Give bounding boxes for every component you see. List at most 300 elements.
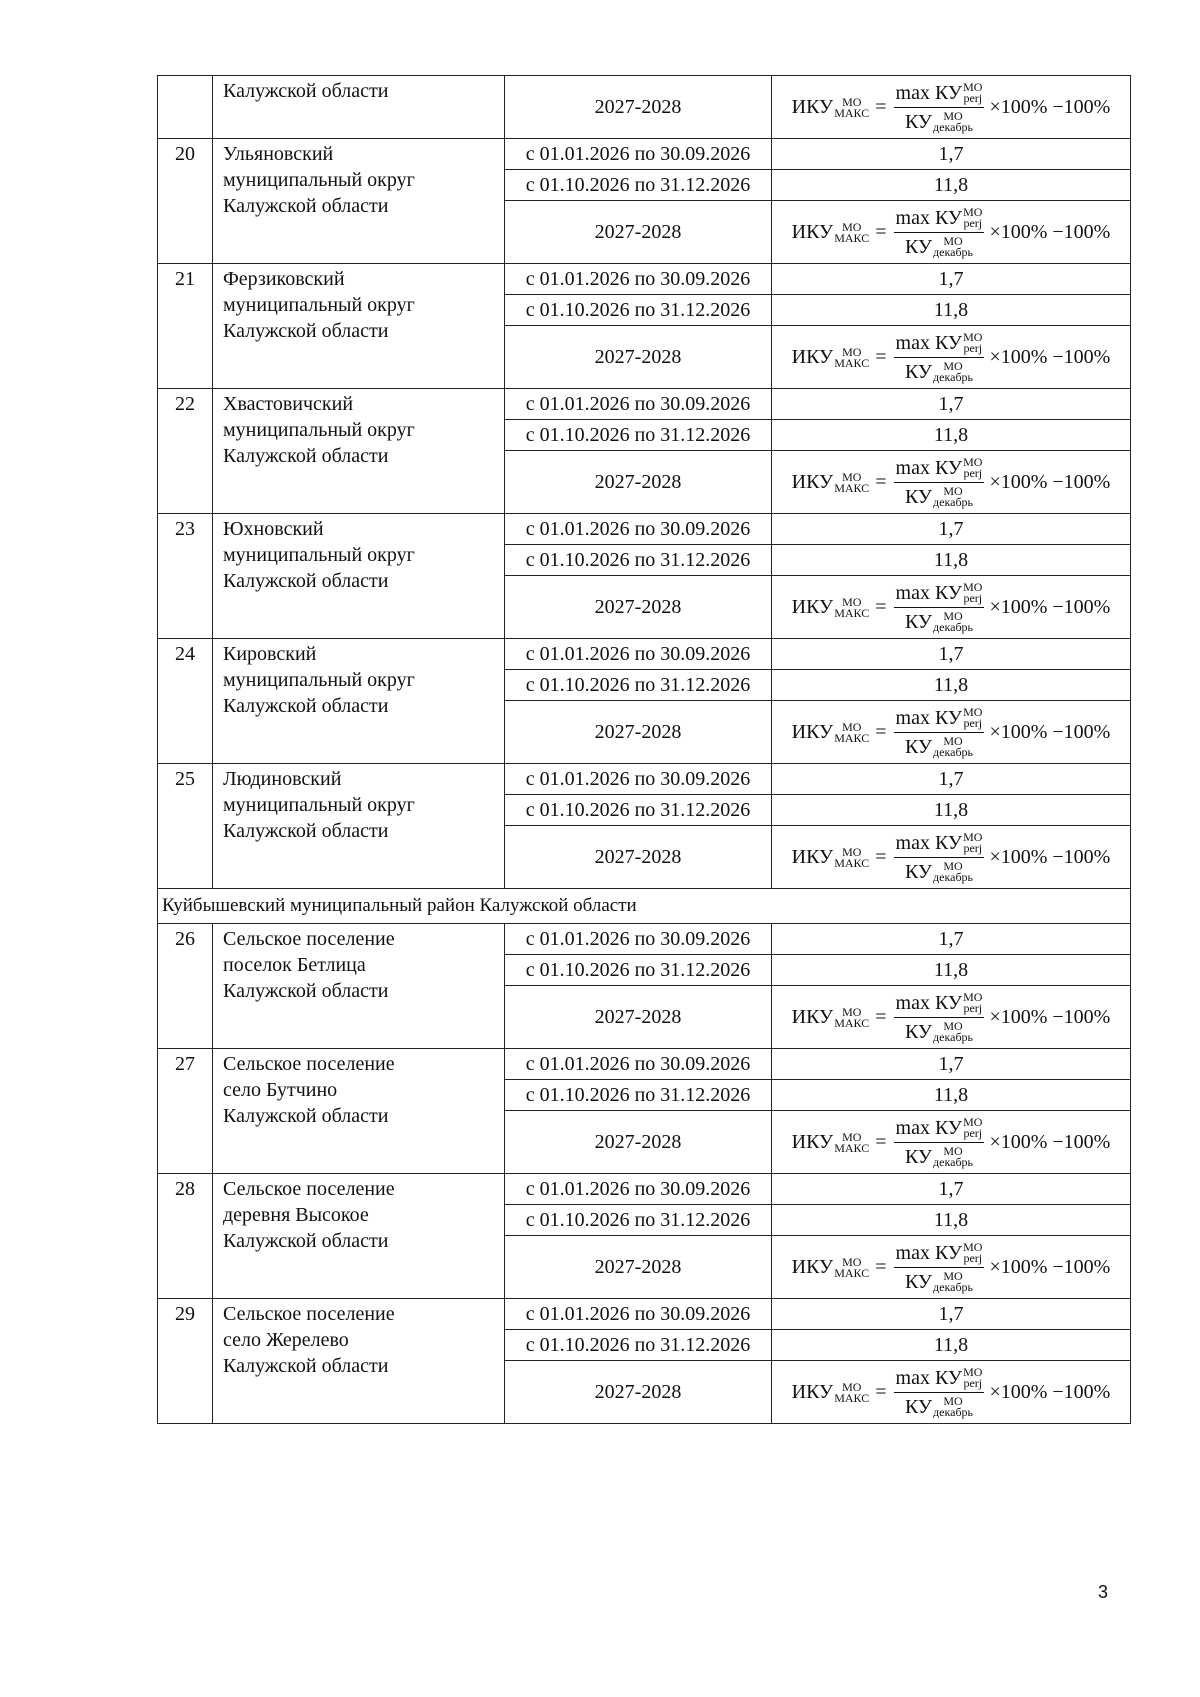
- formula-numerator-sub: perj: [963, 715, 983, 730]
- formula-equals: =: [875, 596, 887, 618]
- formula-lhs-symbol: ИКУ: [791, 721, 834, 743]
- formula-denominator-sub: декабрь: [933, 119, 974, 134]
- formula-numerator-sub: perj: [963, 1125, 983, 1140]
- formula-denominator-symbol: КУ: [904, 735, 933, 758]
- value-cell: 1,7: [772, 389, 1131, 420]
- formula-lhs-sup: МО: [842, 95, 862, 110]
- formula-numerator-symbol: max КУ: [895, 81, 963, 104]
- formula-lhs-indices: [834, 722, 869, 744]
- formula-fraction: [894, 705, 985, 760]
- row-number: 28: [158, 1174, 213, 1299]
- formula-denominator-indices: [933, 1018, 974, 1044]
- period-cell: 2027-2028: [505, 576, 772, 639]
- formula-lhs-sub: МАКС: [834, 1016, 870, 1031]
- formula-numerator: [894, 830, 985, 858]
- formula-cell: [772, 201, 1131, 264]
- tariff-table-page: [157, 75, 1130, 1424]
- value-cell: 11,8: [772, 545, 1131, 576]
- period-cell: 2027-2028: [505, 451, 772, 514]
- formula-tail: ×100% −100%: [989, 846, 1111, 868]
- formula-equals: =: [875, 346, 887, 368]
- value-cell: 11,8: [772, 170, 1131, 201]
- formula-numerator: [894, 580, 985, 608]
- formula-lhs: [792, 1129, 870, 1155]
- formula-lhs-indices: [834, 597, 869, 619]
- formula-lhs: [792, 344, 870, 370]
- iku-formula: [792, 455, 1111, 510]
- formula-numerator-sub: perj: [963, 590, 983, 605]
- district-header-row: [158, 889, 1131, 924]
- iku-formula: [792, 330, 1111, 385]
- formula-equals: =: [875, 1006, 887, 1028]
- formula-denominator-sup: МО: [943, 733, 963, 748]
- value-cell: 1,7: [772, 1049, 1131, 1080]
- formula-numerator-indices: [963, 329, 983, 355]
- formula-denominator-indices: [933, 1393, 974, 1419]
- row-number-cell: [158, 76, 213, 139]
- formula-lhs-sup: МО: [842, 720, 862, 735]
- formula-lhs: [792, 844, 870, 870]
- formula-numerator-sub: perj: [963, 465, 983, 480]
- municipality-name-line: Калужской области: [223, 320, 389, 342]
- municipality-name-line: Сельское поселение: [223, 1053, 395, 1075]
- formula-denominator: [905, 358, 973, 385]
- formula-lhs-indices: [834, 847, 869, 869]
- formula-lhs-sub: МАКС: [834, 356, 870, 371]
- formula-lhs-indices: [834, 97, 869, 119]
- formula-lhs-indices: [834, 222, 869, 244]
- formula-denominator-indices: [933, 108, 974, 134]
- row-number: 22: [158, 389, 213, 514]
- municipality-name-line: муниципальный округ: [223, 419, 415, 441]
- formula-numerator-symbol: max КУ: [895, 831, 963, 854]
- formula-equals: =: [875, 1131, 887, 1153]
- value-cell: 11,8: [772, 420, 1131, 451]
- value-cell: 1,7: [772, 924, 1131, 955]
- iku-formula: [792, 1365, 1111, 1420]
- formula-numerator-sub: perj: [963, 840, 983, 855]
- municipality-name: [213, 389, 505, 514]
- formula-tail: ×100% −100%: [989, 1256, 1111, 1278]
- municipality-name-line: Сельское поселение: [223, 928, 395, 950]
- municipality-name: Калужской области: [213, 76, 505, 139]
- formula-denominator: [905, 483, 973, 510]
- formula-numerator-sup: МО: [963, 579, 983, 594]
- formula-denominator-sup: МО: [943, 608, 963, 623]
- table-row: [158, 1049, 1131, 1080]
- formula-cell: [772, 1361, 1131, 1424]
- municipality-name-line: муниципальный округ: [223, 794, 415, 816]
- value-cell: 1,7: [772, 139, 1131, 170]
- municipality-name-line: Калужской области: [223, 1105, 389, 1127]
- formula-lhs: [792, 1004, 870, 1030]
- formula-tail: ×100% −100%: [989, 221, 1111, 243]
- value-cell: 11,8: [772, 1080, 1131, 1111]
- municipality-name-line: деревня Высокое: [223, 1204, 369, 1226]
- municipality-name-line: муниципальный округ: [223, 669, 415, 691]
- formula-lhs-symbol: ИКУ: [791, 596, 834, 618]
- municipality-name-line: Калужской области: [223, 1230, 389, 1252]
- formula-denominator-sub: декабрь: [933, 369, 974, 384]
- period-cell: с 01.01.2026 по 30.09.2026: [505, 139, 772, 170]
- formula-denominator-sub: декабрь: [933, 1029, 974, 1044]
- formula-lhs-sup: МО: [842, 470, 862, 485]
- table-row: [158, 639, 1131, 670]
- formula-numerator-symbol: max КУ: [895, 1241, 963, 1264]
- formula-numerator-sup: МО: [963, 1239, 983, 1254]
- formula-cell: [772, 326, 1131, 389]
- formula-lhs-symbol: ИКУ: [791, 1131, 834, 1153]
- formula-numerator-indices: [963, 79, 983, 105]
- period-cell: 2027-2028: [505, 1111, 772, 1174]
- formula-numerator-indices: [963, 1364, 983, 1390]
- formula-numerator-sup: МО: [963, 329, 983, 344]
- formula-numerator: [894, 1115, 985, 1143]
- period-cell: с 01.01.2026 по 30.09.2026: [505, 264, 772, 295]
- period-cell: 2027-2028: [505, 986, 772, 1049]
- formula-denominator-sup: МО: [943, 1268, 963, 1283]
- formula-tail: ×100% −100%: [989, 346, 1111, 368]
- table-row: [158, 1299, 1131, 1330]
- municipality-name: [213, 264, 505, 389]
- municipality-name-line: Сельское поселение: [223, 1178, 395, 1200]
- formula-lhs-sup: МО: [842, 345, 862, 360]
- iku-formula: [792, 1115, 1111, 1170]
- municipality-name: [213, 1174, 505, 1299]
- formula-tail: ×100% −100%: [989, 96, 1111, 118]
- formula-denominator: [905, 1143, 973, 1170]
- period-cell: с 01.01.2026 по 30.09.2026: [505, 1174, 772, 1205]
- value-cell: 11,8: [772, 670, 1131, 701]
- formula-numerator-sub: perj: [963, 90, 983, 105]
- municipality-name-line: Калужской области: [223, 1355, 389, 1377]
- formula-denominator: [905, 858, 973, 885]
- formula-numerator: [894, 80, 985, 108]
- formula-equals: =: [875, 846, 887, 868]
- period-cell: с 01.01.2026 по 30.09.2026: [505, 924, 772, 955]
- formula-numerator-sub: perj: [963, 215, 983, 230]
- formula-denominator-indices: [933, 1268, 974, 1294]
- municipality-name-line: Калужской области: [223, 570, 389, 592]
- formula-denominator-sup: МО: [943, 358, 963, 373]
- formula-fraction: [894, 830, 985, 885]
- formula-denominator-sup: МО: [943, 108, 963, 123]
- formula-lhs-sub: МАКС: [834, 856, 870, 871]
- formula-denominator-sub: декабрь: [933, 744, 974, 759]
- formula-denominator: [905, 608, 973, 635]
- formula-denominator-symbol: КУ: [904, 860, 933, 883]
- period-cell: с 01.01.2026 по 30.09.2026: [505, 639, 772, 670]
- formula-numerator-sup: МО: [963, 829, 983, 844]
- formula-lhs-sup: МО: [842, 1255, 862, 1270]
- period-cell: с 01.10.2026 по 31.12.2026: [505, 1205, 772, 1236]
- formula-lhs-indices: [834, 1007, 869, 1029]
- formula-numerator-symbol: max КУ: [895, 1366, 963, 1389]
- municipality-name-line: Юхновский: [223, 518, 324, 540]
- period-cell: 2027-2028: [505, 326, 772, 389]
- value-cell: 11,8: [772, 795, 1131, 826]
- formula-denominator-sup: МО: [943, 483, 963, 498]
- table-row: [158, 389, 1131, 420]
- formula-denominator-symbol: КУ: [904, 110, 933, 133]
- table-row: [158, 924, 1131, 955]
- formula-denominator-sub: декабрь: [933, 1404, 974, 1419]
- formula-denominator-symbol: КУ: [904, 1395, 933, 1418]
- period-cell: 2027-2028: [505, 76, 772, 139]
- formula-cell: [772, 76, 1131, 139]
- table-row: [158, 139, 1131, 170]
- formula-lhs-symbol: ИКУ: [791, 846, 834, 868]
- formula-numerator-symbol: max КУ: [895, 1116, 963, 1139]
- table-row: [158, 514, 1131, 545]
- formula-lhs-symbol: ИКУ: [791, 471, 834, 493]
- formula-numerator-sup: МО: [963, 1364, 983, 1379]
- tariff-table: [157, 75, 1131, 1424]
- value-cell: 1,7: [772, 514, 1131, 545]
- municipality-name-line: село Жерелево: [223, 1329, 349, 1351]
- formula-numerator-indices: [963, 1239, 983, 1265]
- row-number: 23: [158, 514, 213, 639]
- formula-lhs-sub: МАКС: [834, 1141, 870, 1156]
- formula-lhs: [792, 94, 870, 120]
- period-cell: с 01.10.2026 по 31.12.2026: [505, 1330, 772, 1361]
- period-cell: с 01.01.2026 по 30.09.2026: [505, 764, 772, 795]
- period-cell: 2027-2028: [505, 201, 772, 264]
- formula-equals: =: [875, 1381, 887, 1403]
- formula-lhs-symbol: ИКУ: [791, 346, 834, 368]
- formula-numerator-symbol: max КУ: [895, 706, 963, 729]
- formula-equals: =: [875, 221, 887, 243]
- formula-numerator-indices: [963, 1114, 983, 1140]
- formula-lhs-sub: МАКС: [834, 481, 870, 496]
- period-cell: с 01.10.2026 по 31.12.2026: [505, 170, 772, 201]
- period-cell: с 01.10.2026 по 31.12.2026: [505, 795, 772, 826]
- formula-denominator-sup: МО: [943, 233, 963, 248]
- formula-denominator-sup: МО: [943, 1143, 963, 1158]
- formula-denominator-indices: [933, 358, 974, 384]
- formula-numerator-sup: МО: [963, 454, 983, 469]
- formula-numerator-indices: [963, 829, 983, 855]
- formula-lhs: [792, 719, 870, 745]
- formula-lhs-sup: МО: [842, 1005, 862, 1020]
- formula-equals: =: [875, 721, 887, 743]
- formula-lhs: [792, 594, 870, 620]
- formula-numerator-symbol: max КУ: [895, 991, 963, 1014]
- formula-lhs-indices: [834, 1132, 869, 1154]
- value-cell: 11,8: [772, 955, 1131, 986]
- formula-lhs: [792, 1254, 870, 1280]
- period-cell: с 01.10.2026 по 31.12.2026: [505, 545, 772, 576]
- formula-denominator-symbol: КУ: [904, 1145, 933, 1168]
- iku-formula: [792, 705, 1111, 760]
- district-header: Куйбышевский муниципальный район Калужской области: [158, 889, 1131, 924]
- formula-cell: [772, 451, 1131, 514]
- formula-lhs-sub: МАКС: [834, 731, 870, 746]
- formula-fraction: [894, 330, 985, 385]
- formula-denominator-indices: [933, 858, 974, 884]
- formula-numerator-indices: [963, 989, 983, 1015]
- municipality-name-line: Кировский: [223, 643, 317, 665]
- row-number: 29: [158, 1299, 213, 1424]
- formula-numerator: [894, 455, 985, 483]
- period-cell: 2027-2028: [505, 826, 772, 889]
- formula-denominator-symbol: КУ: [904, 1270, 933, 1293]
- formula-numerator-symbol: max КУ: [895, 331, 963, 354]
- formula-numerator-sup: МО: [963, 704, 983, 719]
- row-number: 21: [158, 264, 213, 389]
- formula-lhs-symbol: ИКУ: [791, 96, 834, 118]
- formula-cell: [772, 576, 1131, 639]
- municipality-name-line: Калужской области: [223, 445, 389, 467]
- formula-denominator: [905, 733, 973, 760]
- municipality-name-line: Калужской области: [223, 695, 389, 717]
- formula-numerator: [894, 1365, 985, 1393]
- period-cell: с 01.01.2026 по 30.09.2026: [505, 389, 772, 420]
- municipality-name: [213, 514, 505, 639]
- formula-numerator-symbol: max КУ: [895, 206, 963, 229]
- row-number: 26: [158, 924, 213, 1049]
- row-number: 25: [158, 764, 213, 889]
- row-number: 20: [158, 139, 213, 264]
- formula-cell: [772, 986, 1131, 1049]
- formula-numerator: [894, 1240, 985, 1268]
- value-cell: 1,7: [772, 1174, 1131, 1205]
- municipality-name-line: Калужской области: [223, 820, 389, 842]
- formula-numerator-sub: perj: [963, 1375, 983, 1390]
- formula-denominator-symbol: КУ: [904, 360, 933, 383]
- formula-denominator-sub: декабрь: [933, 1154, 974, 1169]
- formula-numerator-indices: [963, 454, 983, 480]
- page-number: 3: [1098, 1582, 1109, 1602]
- formula-numerator-sub: perj: [963, 340, 983, 355]
- formula-numerator-sup: МО: [963, 1114, 983, 1129]
- formula-lhs-sub: МАКС: [834, 1266, 870, 1281]
- formula-numerator-indices: [963, 204, 983, 230]
- value-cell: 11,8: [772, 295, 1131, 326]
- formula-cell: [772, 826, 1131, 889]
- formula-lhs: [792, 1379, 870, 1405]
- formula-cell: [772, 1111, 1131, 1174]
- formula-equals: =: [875, 96, 887, 118]
- municipality-name-line: Ульяновский: [223, 143, 334, 165]
- formula-denominator: [905, 1393, 973, 1420]
- formula-denominator-symbol: КУ: [904, 610, 933, 633]
- formula-numerator-indices: [963, 704, 983, 730]
- formula-denominator-sub: декабрь: [933, 619, 974, 634]
- formula-denominator: [905, 108, 973, 135]
- formula-denominator: [905, 1018, 973, 1045]
- formula-numerator-sup: МО: [963, 79, 983, 94]
- formula-numerator: [894, 705, 985, 733]
- formula-denominator-indices: [933, 233, 974, 259]
- period-cell: с 01.01.2026 по 30.09.2026: [505, 1049, 772, 1080]
- formula-numerator-symbol: max КУ: [895, 581, 963, 604]
- formula-denominator-indices: [933, 1143, 974, 1169]
- period-cell: 2027-2028: [505, 701, 772, 764]
- iku-formula: [792, 80, 1111, 135]
- formula-denominator-indices: [933, 608, 974, 634]
- municipality-name-line: Сельское поселение: [223, 1303, 395, 1325]
- formula-lhs-symbol: ИКУ: [791, 1006, 834, 1028]
- formula-numerator: [894, 990, 985, 1018]
- formula-denominator-symbol: КУ: [904, 485, 933, 508]
- formula-fraction: [894, 1115, 985, 1170]
- municipality-name: [213, 764, 505, 889]
- formula-numerator-indices: [963, 579, 983, 605]
- municipality-name-line: муниципальный округ: [223, 294, 415, 316]
- municipality-name-line: Калужской области: [223, 195, 389, 217]
- formula-lhs-sup: МО: [842, 595, 862, 610]
- formula-lhs-indices: [834, 1382, 869, 1404]
- formula-lhs-symbol: ИКУ: [791, 221, 834, 243]
- formula-denominator-indices: [933, 483, 974, 509]
- formula-tail: ×100% −100%: [989, 471, 1111, 493]
- value-cell: 1,7: [772, 1299, 1131, 1330]
- formula-denominator: [905, 233, 973, 260]
- value-cell: 11,8: [772, 1205, 1131, 1236]
- iku-formula: [792, 205, 1111, 260]
- formula-denominator-sub: декабрь: [933, 1279, 974, 1294]
- formula-tail: ×100% −100%: [989, 721, 1111, 743]
- formula-numerator-sub: perj: [963, 1250, 983, 1265]
- period-cell: 2027-2028: [505, 1236, 772, 1299]
- table-row: [158, 264, 1131, 295]
- municipality-name-line: поселок Бетлица: [223, 954, 366, 976]
- formula-lhs-symbol: ИКУ: [791, 1381, 834, 1403]
- period-cell: с 01.10.2026 по 31.12.2026: [505, 670, 772, 701]
- municipality-name-line: муниципальный округ: [223, 169, 415, 191]
- row-number: 24: [158, 639, 213, 764]
- iku-formula: [792, 830, 1111, 885]
- formula-numerator-sup: МО: [963, 989, 983, 1004]
- formula-lhs-symbol: ИКУ: [791, 1256, 834, 1278]
- municipality-name-line: Хвастовичский: [223, 393, 354, 415]
- formula-fraction: [894, 1240, 985, 1295]
- municipality-name-line: Ферзиковский: [223, 268, 345, 290]
- formula-tail: ×100% −100%: [989, 1131, 1111, 1153]
- table-row-continuation: [158, 76, 1131, 139]
- municipality-name: [213, 139, 505, 264]
- formula-numerator: [894, 205, 985, 233]
- formula-lhs-sub: МАКС: [834, 606, 870, 621]
- municipality-name-line: Калужской области: [223, 980, 389, 1002]
- value-cell: 11,8: [772, 1330, 1131, 1361]
- formula-denominator-sub: декабрь: [933, 494, 974, 509]
- formula-cell: [772, 1236, 1131, 1299]
- formula-fraction: [894, 990, 985, 1045]
- formula-tail: ×100% −100%: [989, 596, 1111, 618]
- formula-lhs-sup: МО: [842, 220, 862, 235]
- municipality-name-line: муниципальный округ: [223, 544, 415, 566]
- formula-numerator: [894, 330, 985, 358]
- formula-fraction: [894, 1365, 985, 1420]
- formula-fraction: [894, 455, 985, 510]
- iku-formula: [792, 580, 1111, 635]
- formula-fraction: [894, 80, 985, 135]
- municipality-name: [213, 639, 505, 764]
- period-cell: с 01.01.2026 по 30.09.2026: [505, 514, 772, 545]
- formula-numerator-sub: perj: [963, 1000, 983, 1015]
- formula-denominator-sup: МО: [943, 858, 963, 873]
- period-cell: с 01.10.2026 по 31.12.2026: [505, 1080, 772, 1111]
- period-cell: 2027-2028: [505, 1361, 772, 1424]
- row-number: 27: [158, 1049, 213, 1174]
- formula-lhs-sup: МО: [842, 845, 862, 860]
- value-cell: 1,7: [772, 764, 1131, 795]
- formula-lhs-sub: МАКС: [834, 106, 870, 121]
- period-cell: с 01.10.2026 по 31.12.2026: [505, 955, 772, 986]
- formula-cell: [772, 701, 1131, 764]
